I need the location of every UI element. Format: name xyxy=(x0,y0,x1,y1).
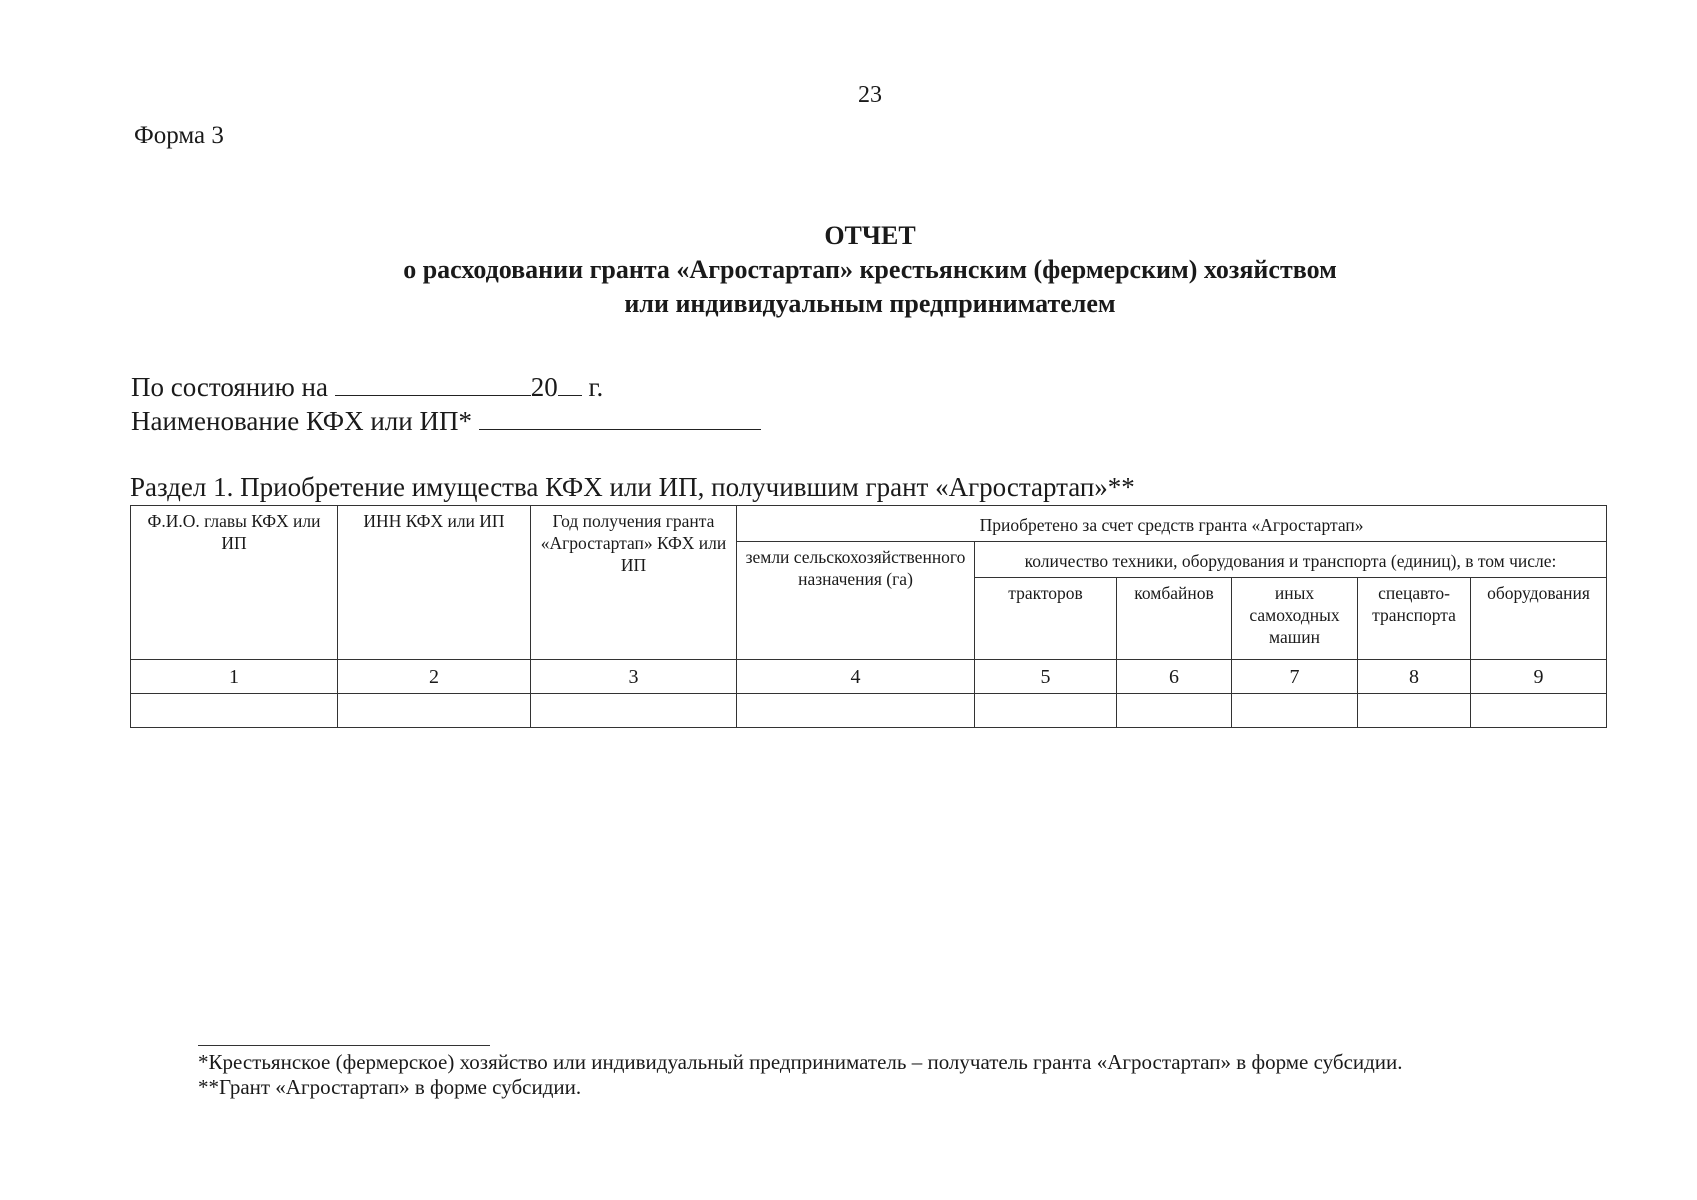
column-number: 3 xyxy=(531,660,737,694)
title-line-2: о расходовании гранта «Агростартап» крестьянским (фермерским) хозяйством xyxy=(403,255,1337,284)
column-number: 7 xyxy=(1232,660,1358,694)
empty-cell[interactable] xyxy=(1232,694,1358,728)
empty-cell[interactable] xyxy=(1358,694,1471,728)
section-title: Раздел 1. Приобретение имущества КФХ или ИП, получившим грант «Агростартап»** xyxy=(130,472,1135,502)
empty-data-row xyxy=(131,694,1607,728)
name-field-blank[interactable] xyxy=(479,407,761,430)
status-year-suffix: г. xyxy=(588,372,604,402)
title-line-3: или индивидуальным предпринимателем xyxy=(624,289,1116,318)
footnote-2: **Грант «Агростартап» в форме субсидии. xyxy=(198,1075,582,1099)
footnote-divider xyxy=(198,1045,490,1046)
header-fio: Ф.И.О. главы КФХ или ИП xyxy=(131,506,338,660)
header-equipment: оборудования xyxy=(1471,578,1607,660)
header-tractors: тракторов xyxy=(975,578,1117,660)
empty-cell[interactable] xyxy=(131,694,338,728)
empty-cell[interactable] xyxy=(1117,694,1232,728)
empty-cell[interactable] xyxy=(338,694,531,728)
column-number: 2 xyxy=(338,660,531,694)
column-number: 1 xyxy=(131,660,338,694)
name-field-line xyxy=(131,406,761,437)
header-land: земли сельскохозяйственного назначения (га) xyxy=(737,542,975,660)
status-year-prefix: 20 xyxy=(530,372,558,402)
footnote-1: *Крестьянское (фермерское) хозяйство или индивидуальный предприниматель – получатель гранта «Агростартап» в форме субсидии. xyxy=(198,1050,1403,1074)
form-label: Форма 3 xyxy=(134,122,224,149)
header-row-1 xyxy=(131,506,1607,542)
column-number: 9 xyxy=(1471,660,1607,694)
name-field-label: Наименование КФХ или ИП* xyxy=(131,406,472,436)
header-combines: комбайнов xyxy=(1117,578,1232,660)
header-inn: ИНН КФХ или ИП xyxy=(338,506,531,660)
empty-cell[interactable] xyxy=(737,694,975,728)
header-quantity: количество техники, оборудования и транспорта (единиц), в том числе: xyxy=(975,542,1607,578)
report-table xyxy=(130,505,1607,728)
header-other-machines: иных самоходных машин xyxy=(1232,578,1358,660)
column-number: 4 xyxy=(737,660,975,694)
status-year-blank[interactable] xyxy=(558,373,582,396)
report-title xyxy=(0,219,1697,321)
status-date-blank[interactable] xyxy=(335,373,531,396)
status-date-line xyxy=(131,372,603,403)
empty-cell[interactable] xyxy=(1471,694,1607,728)
header-special-transport: спецавто-транспорта xyxy=(1358,578,1471,660)
status-date-label: По состоянию на xyxy=(131,372,328,402)
column-number-row xyxy=(131,660,1607,694)
column-number: 8 xyxy=(1358,660,1471,694)
empty-cell[interactable] xyxy=(531,694,737,728)
column-number: 5 xyxy=(975,660,1117,694)
header-grant-year: Год получения гранта «Агростартап» КФХ или ИП xyxy=(531,506,737,660)
title-line-1: ОТЧЕТ xyxy=(824,221,916,250)
page-number: 23 xyxy=(858,82,882,108)
header-acquired: Приобретено за счет средств гранта «Агростартап» xyxy=(737,506,1607,542)
empty-cell[interactable] xyxy=(975,694,1117,728)
column-number: 6 xyxy=(1117,660,1232,694)
